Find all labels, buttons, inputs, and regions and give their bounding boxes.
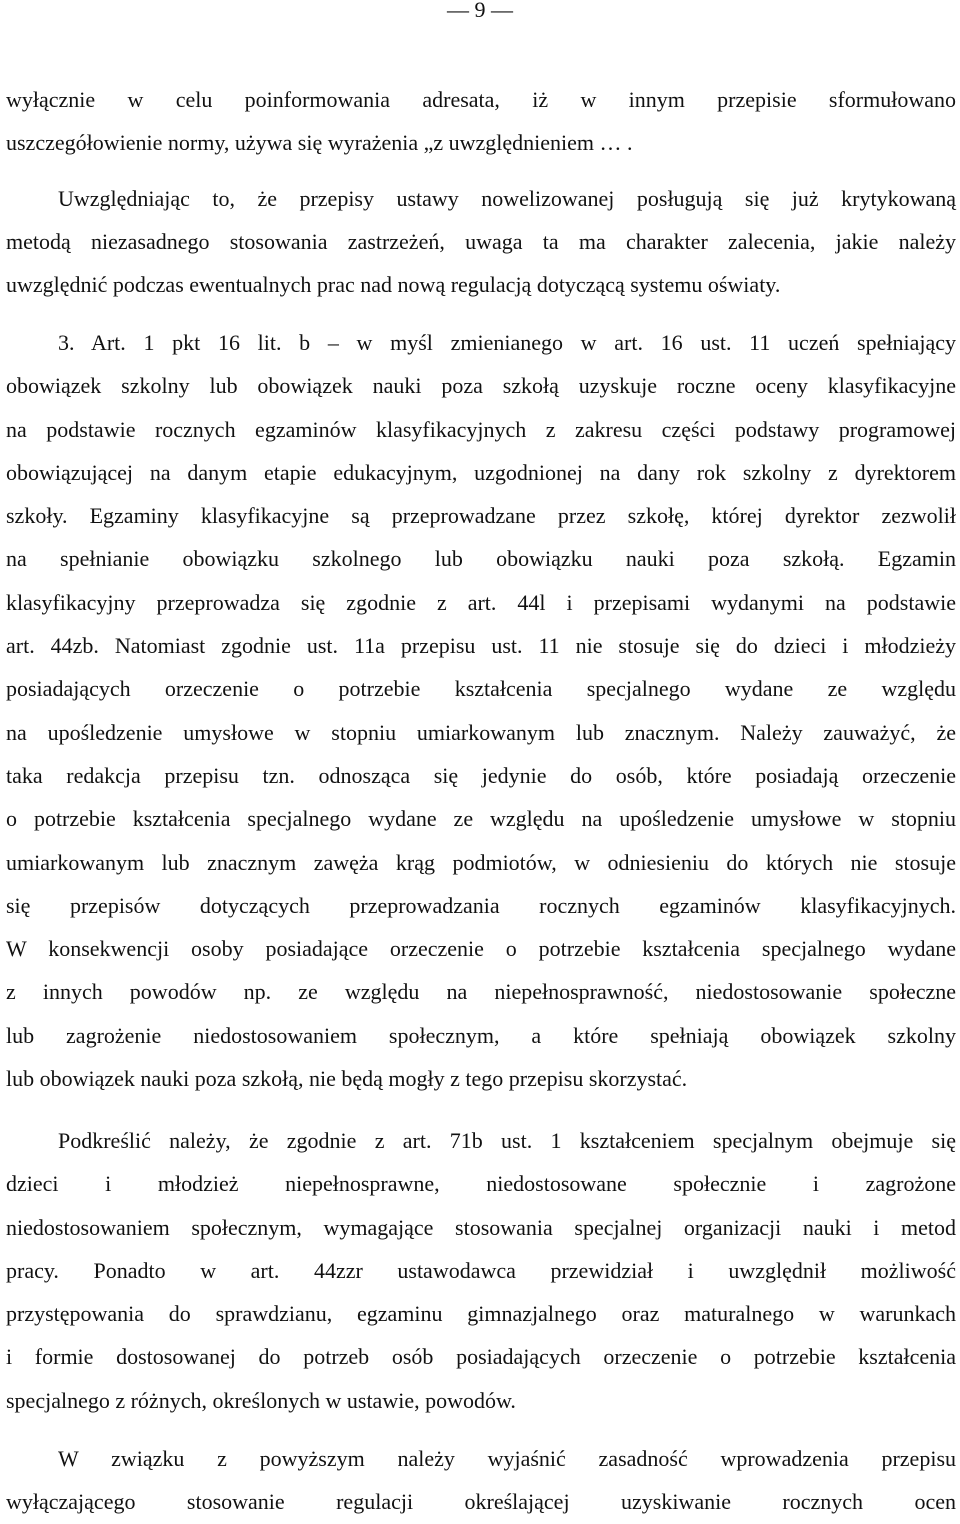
text-line: 3. Art. 1 pkt 16 lit. b – w myśl zmienianego w art. 16 ust. 11 uczeń spełniający <box>58 330 956 355</box>
text-line: metodą niezasadnego stosowania zastrzeżeń, uwaga ta ma charakter zalecenia, jakie należy <box>6 229 956 254</box>
text-line: lub zagrożenie niedostosowaniem społecznym, a które spełniają obowiązek szkolny <box>6 1022 956 1048</box>
text-line: dzieci i młodzież niepełnosprawne, niedostosowane społecznie i zagrożone <box>6 1171 956 1197</box>
text-line: uwzględnić podczas ewentualnych prac nad nową regulacją dotyczącą systemu oświaty. <box>6 272 781 297</box>
paragraph-point-3 <box>6 321 956 1100</box>
text-line: obowiązek szkolny lub obowiązek nauki poza szkołą uzyskuje roczne oceny klasyfikacyjne <box>6 373 956 399</box>
text-line: i formie dostosowanej do potrzeb osób posiadających orzeczenie o potrzebie kształcenia <box>6 1344 956 1370</box>
text-line: na podstawie rocznych egzaminów klasyfikacyjnych z zakresu części podstawy programowej <box>6 416 956 442</box>
text-line: posiadających orzeczenie o potrzebie kształcenia specjalnego wydane ze względu <box>6 676 956 702</box>
text-line: obowiązującej na danym etapie edukacyjnym, uzgodnionej na dany rok szkolny z dyrektorem <box>6 459 956 485</box>
text-line: się przepisów dotyczących przeprowadzania rocznych egzaminów klasyfikacyjnych. <box>6 892 956 918</box>
paragraph-w-zwiazku <box>6 1437 956 1524</box>
text-line: wyłącznie w celu poinformowania adresata, iż w innym przepisie sformułowano <box>6 87 956 112</box>
text-line: szkoły. Egzaminy klasyfikacyjne są przeprowadzane przez szkołę, której dyrektor zezwolił <box>6 503 956 529</box>
text-line: niedostosowaniem społecznym, wymagające stosowania specjalnej organizacji nauki i metod <box>6 1214 956 1240</box>
text-line: Uwzględniając to, że przepisy ustawy nowelizowanej posługują się już krytykowaną <box>58 186 956 211</box>
text-line: z innych powodów np. ze względu na niepełnosprawność, niedostosowanie społeczne <box>6 979 956 1005</box>
text-line: art. 44zb. Natomiast zgodnie ust. 11a przepisu ust. 11 nie stosuje się do dzieci i młodzieży <box>6 633 956 659</box>
text-line: umiarkowanym lub znacznym zawęża krąg podmiotów, w odniesieniu do których nie stosuje <box>6 849 956 875</box>
page-number: — 9 — <box>447 0 513 22</box>
text-line: lub obowiązek nauki poza szkołą, nie będą mogły z tego przepisu skorzystać. <box>6 1066 688 1092</box>
text-line: o potrzebie kształcenia specjalnego wydane ze względu na upośledzenie umysłowe w stopniu <box>6 806 956 832</box>
text-line: taka redakcja przepisu tzn. odnosząca się jedynie do osób, które posiadają orzeczenie <box>6 762 956 788</box>
text-line: W związku z powyższym należy wyjaśnić zasadność wprowadzenia przepisu <box>58 1446 956 1471</box>
text-line: na spełnianie obowiązku szkolnego lub obowiązku nauki poza szkołą. Egzamin <box>6 546 956 572</box>
paragraph-podkreslic <box>6 1119 956 1422</box>
text-line: W konsekwencji osoby posiadające orzeczenie o potrzebie kształcenia specjalnego wydane <box>6 936 956 962</box>
paragraph-uwzglednienie <box>6 177 956 306</box>
text-line: klasyfikacyjny przeprowadza się zgodnie z art. 44l i przepisami wydanymi na podstawie <box>6 589 956 615</box>
text-line: uszczegółowienie normy, używa się wyrażenia „z uwzględnieniem … . <box>6 130 633 155</box>
text-line: przystępowania do sprawdzianu, egzaminu gimnazjalnego oraz maturalnego w warunkach <box>6 1301 956 1327</box>
paragraph-continuation <box>6 78 956 164</box>
text-line: wyłączającego stosowanie regulacji określającej uzyskiwanie rocznych ocen <box>6 1489 956 1515</box>
text-line: pracy. Ponadto w art. 44zzr ustawodawca przewidział i uwzględnił możliwość <box>6 1257 956 1283</box>
text-line: na upośledzenie umysłowe w stopniu umiarkowanym lub znacznym. Należy zauważyć, że <box>6 719 956 745</box>
text-line: specjalnego z różnych, określonych w ustawie, powodów. <box>6 1387 516 1413</box>
text-line: Podkreślić należy, że zgodnie z art. 71b ust. 1 kształceniem specjalnym obejmuje się <box>58 1128 956 1153</box>
